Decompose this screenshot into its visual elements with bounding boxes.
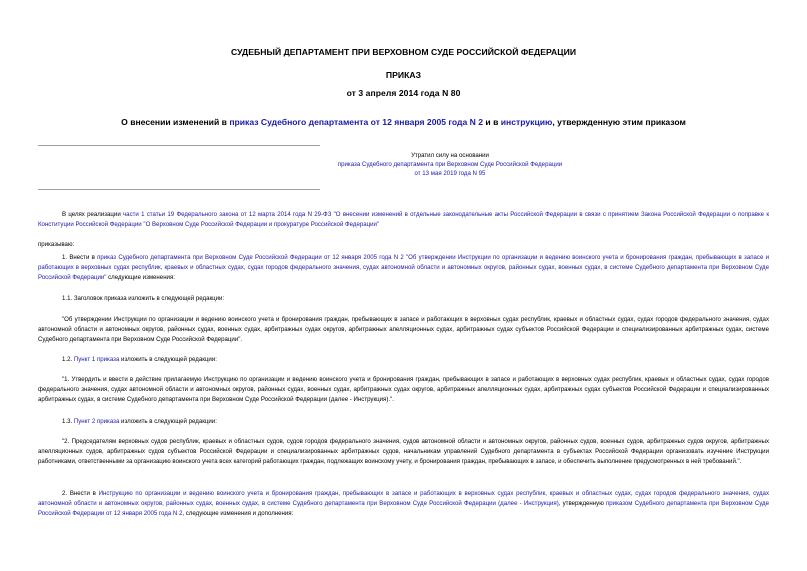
- title-suffix: , утвержденную этим приказом: [552, 117, 686, 127]
- lost-force-note: [330, 151, 570, 179]
- paragraph-quote-title: "Об утверждении Инструкции по организации и ведению воинского учета и бронирования граждан, пребывающих в запасе и работающих в верховных судах республик, краевых и областных судах, судах городов федерального значения, судах автономной области и автономных округов, районных судах, военных судах, арбитражных судах округов, арбитражных апелляционных судах, арбитражных судах субъектов Российской Федерации и специализированных арбитражных судах, системе Судебного департамента при Верховном Суде Российской Федерации".: [38, 316, 769, 343]
- preamble-text: В целях реализации: [62, 211, 123, 218]
- lost-force-line1: Утратил силу на основании: [411, 152, 489, 159]
- paragraph-order-word: приказываю:: [38, 241, 75, 248]
- title-link-order[interactable]: приказ Судебного департамента от 12 января 2005 года N 2: [229, 117, 484, 127]
- divider-bottom: [38, 189, 320, 190]
- paragraph-item-2: [38, 489, 769, 519]
- document-title: [20, 117, 787, 127]
- item-1-tail: следующие изменения:: [106, 273, 175, 281]
- paragraph-item-1-1: 1.1. Заголовок приказа изложить в следующей редакции:: [62, 295, 225, 302]
- lost-force-link-order[interactable]: приказа Судебного департамента при Верховном Суде Российской Федерации: [337, 161, 563, 169]
- paragraph-item-1-2: [38, 355, 769, 365]
- title-middle: и в: [483, 117, 501, 127]
- date-number-heading: от 3 апреля 2014 года N 80: [346, 88, 461, 98]
- divider-top: [38, 145, 320, 146]
- title-link-instruction[interactable]: инструкцию: [500, 117, 553, 127]
- paragraph-quote-item-2: "2. Председателям верховных судов республик, краевых и областных судов, судов городов федерального значения, судов автономной области и автономных округов, районных судов, военных судов, арбитражных судов округов, арбитражных апелляционных судов, арбитражных судов субъектов Российской Федерации и специализированных арбитражных судов, начальникам управлений Судебного департамента в субъектах Российской Федерации организовать изучение Инструкции работниками, ответственными за организацию воинского учета всех категорий работающих граждан, подлежащих воинскому учету, и бронирования граждан, пребывающих в запасе, и обеспечить выполнение предусмотренных в ней требований.".: [38, 438, 769, 465]
- document-type-heading: ПРИКАЗ: [385, 70, 422, 80]
- item-2-text: 2. Внести в: [62, 490, 99, 497]
- item-2-order-link[interactable]: приказом Судебного департамента при Верховном Суде Российской Федерации от 12 января 2005 года N 2: [38, 499, 770, 517]
- lost-force-link-date[interactable]: от 13 мая 2019 года N 95: [414, 170, 486, 178]
- paragraph-item-1: [38, 253, 769, 283]
- paragraph-preamble: [38, 210, 769, 230]
- item-2-instruction-link[interactable]: Инструкцию по организации и ведению воинского учета и бронирования граждан, пребывающих в запасе и работающих в верховных судах республик, краевых и областных судах, судах городов федерального значения, судах автономной области и автономных округов, районных судах, военных судах, в системе Судебного департамента при Верховном Суде Российской Федерации (далее - Инструкция): [38, 490, 769, 507]
- item-1-3-tail: изложить в следующей редакции:: [119, 418, 217, 425]
- item-2-mid: , утвержденную: [558, 499, 606, 507]
- item-1-3-link[interactable]: Пункт 2 приказа: [73, 418, 120, 425]
- paragraph-item-1-3: [38, 417, 769, 427]
- item-1-2-link[interactable]: Пункт 1 приказа: [73, 356, 120, 363]
- item-1-3-num: 1.3.: [62, 418, 74, 425]
- organization-heading: СУДЕБНЫЙ ДЕПАРТАМЕНТ ПРИ ВЕРХОВНОМ СУДЕ РОССИЙСКОЙ ФЕДЕРАЦИИ: [230, 47, 577, 57]
- item-2-tail: , следующие изменения и дополнения:: [182, 509, 294, 517]
- item-1-text: 1. Внести в: [62, 254, 98, 261]
- preamble-law-link[interactable]: части 1 статьи 19 Федерального закона от 12 марта 2014 года N 29-ФЗ "О внесении изменений в отдельные законодательные акты Российской Федерации в связи с принятием Закона Российской Федерации о поправке к Конституции Российской Федерации "О Верховном Суде Российской Федерации и прокуратуре Российской Федерации": [38, 211, 769, 228]
- title-prefix: О внесении изменений в: [121, 117, 230, 127]
- paragraph-quote-item-1: "1. Утвердить и ввести в действие прилагаемую Инструкцию по организации и ведению воинского учета и бронирования граждан, пребывающих в запасе и работающих в верховных судах республик, краевых и областных судах, судах городов федерального значения, судах автономной области и автономных округов, районных судах, военных судах, арбитражных судах округов, арбитражных апелляционных судах, арбитражных судах субъектов Российской Федерации и специализированных арбитражных судах, в системе Судебного департамента при Верховном Суде Российской Федерации (далее - Инструкция).".: [38, 376, 769, 403]
- item-1-2-tail: изложить в следующей редакции:: [119, 356, 217, 363]
- item-1-2-num: 1.2.: [62, 356, 74, 363]
- item-1-order-link[interactable]: приказ Судебного департамента при Верховном Суде Российской Федерации от 12 января 2005 года N 2 "Об утверждении Инструкции по организации и ведению воинского учета и бронирования граждан, пребывающих в запасе и работающих в верховных судах республик, краевых и областных судах, судах городов федерального значения, судах автономной области и автономных округов, районных судах, военных судах, в системе Судебного департамента при Верховном Суде Российской Федерации": [38, 254, 769, 281]
